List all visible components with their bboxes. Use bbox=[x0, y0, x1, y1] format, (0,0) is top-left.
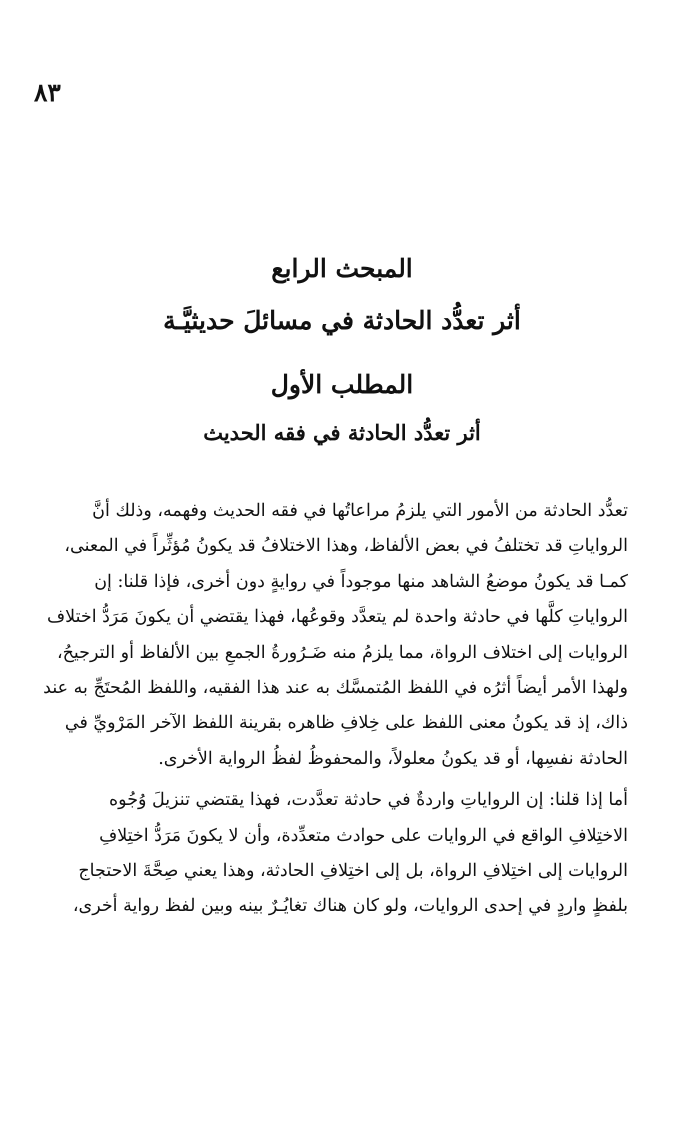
chapter-title: أثر تعدُّد الحادثة في مسائلَ حديثيَّـة bbox=[163, 306, 521, 335]
paragraph-line: الروايات إلى اختِلافِ الرواة، بل إلى اختِلافِ الحادثة، وهذا يعني صِحَّةَ الاحتجاج bbox=[78, 861, 628, 882]
paragraph-line: تعدُّد الحادثة من الأمور التي يلزمُ مراعاتُها في فقه الحديث وفهمه، وذلك أنَّ bbox=[92, 501, 628, 521]
section-title: أثر تعدُّد الحادثة في فقه الحديث bbox=[203, 420, 481, 445]
paragraph-line: أما إذا قلنا: إن الرواياتِ واردةٌ في حادثة تعدَّدت، فهذا يقتضي تنزيلَ وُجُوه bbox=[108, 790, 628, 811]
body-text bbox=[34, 494, 648, 925]
chapter-heading: المبحث الرابع bbox=[271, 254, 413, 283]
section-heading: المطلب الأول bbox=[270, 370, 414, 399]
paragraph-line: ذاك، إذ قد يكونُ معنى اللفظ على خِلافِ ظاهره بقرينة اللفظ الآخر المَرْويِّ في bbox=[64, 713, 628, 734]
paragraph-line: الرواياتِ قد تختلفُ في بعض الألفاظ، وهذا الاختلافُ قد يكونُ مُؤثِّراً في المعنى، bbox=[64, 536, 628, 557]
paragraph-line: الاختِلافِ الواقع في الروايات على حوادث متعدِّدة، وأن لا يكونَ مَرَدُّ اختِلافِ bbox=[99, 825, 628, 846]
paragraph-line: ولهذا الأمر أيضاً أثرُه في اللفظ المُتمسَّك به عند هذا الفقيه، واللفظ المُحتَجِّ به عند bbox=[43, 678, 628, 699]
paragraph-line: بلفظٍ واردٍ في إحدى الروايات، ولو كان هناك تغايُـرٌ بينه وبين لفظ رواية أخرى، bbox=[72, 896, 628, 917]
paragraph-2 bbox=[34, 783, 648, 925]
paragraph-line: الحادثة نفسِها، أو قد يكونُ معلولاً، والمحفوظُ لفظُ الرواية الأخرى. bbox=[158, 748, 628, 769]
paragraph-line: الرواياتِ كلَّها في حادثة واحدة لم يتعدَّد وقوعُها، فهذا يقتضي أن يكونَ مَرَدُّ اختلاف bbox=[47, 607, 628, 628]
page-number: ٨٣ bbox=[34, 78, 61, 107]
paragraph-line: كمـا قد يكونُ موضعُ الشاهد منها موجوداً في روايةٍ دون أخرى، فإذا قلنا: إن bbox=[94, 571, 628, 592]
paragraph-1 bbox=[34, 494, 648, 777]
paragraph-line: الروايات إلى اختلاف الرواة، مما يلزمُ منه ضَـرُورةُ الجمعِ بين الألفاظ أو الترجيحُ، bbox=[56, 642, 628, 663]
